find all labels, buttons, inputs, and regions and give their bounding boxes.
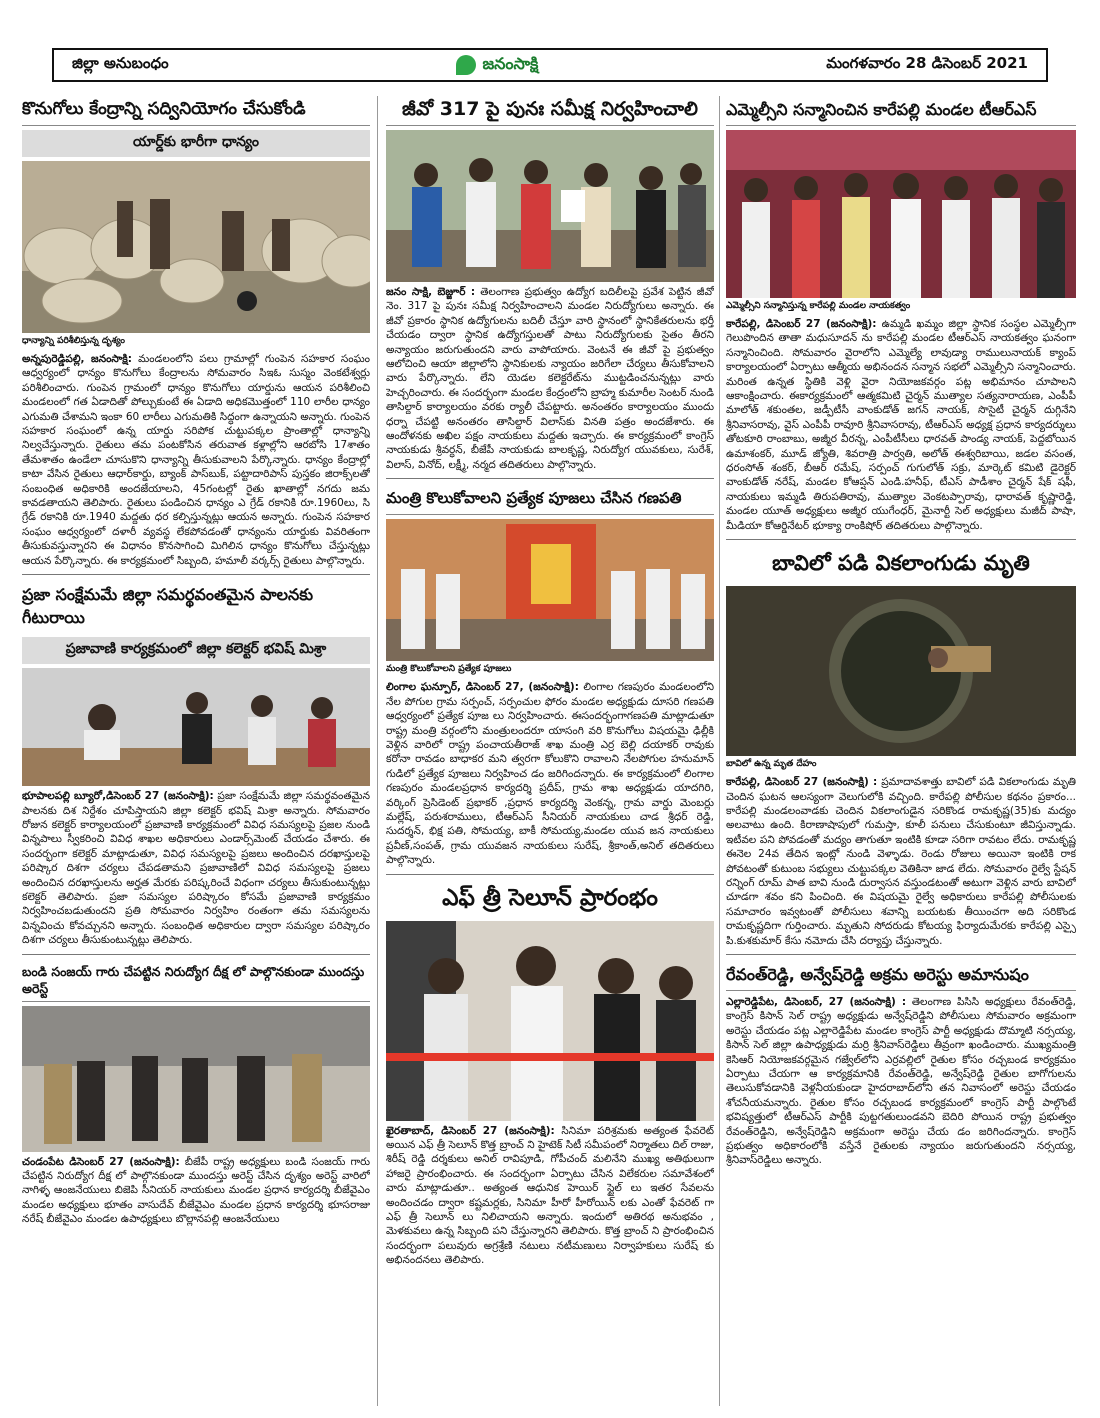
issue-date: మంగళవారం 28 డిసెంబర్ 2021 xyxy=(826,54,1028,72)
article-body xyxy=(22,352,370,568)
article-text: లింగాల గణపురం మండలంలోని నేల పోగుల గ్రామ సర్పంచ్, సర్పంచుల ఫోరం మండల అధ్యక్షుడు దూసరి గణపతి ఆధ్వర్యంలో ప్రత్యేక పూజ లు నిర్వహించారు. ఈసందర్భంగాగణపతి మాట్లాడుతూ రాష్ట్ర మంత్రి వర్గంలోని మంత్రులందరూ యాసంగి వరి కొనుగోలు విషయమై ఢిల్లీకి వెళ్లిన వారిలో రాష్ట్ర పంచాయతీరాజ్ శాఖ మంత్రి ఎర్ర బెల్లి దయాకర్ రావుకు కరోనా రావడం బాధాకర మని త్వరగా కోలుకొని రావాలని నేలపోగుల హనుమాన్ గుడిలో ప్రత్యేక పూజలు నిర్వహించ డం జరిగిందన్నారు. ఈ కార్యక్రమంలో లింగాల గణపురం మండలప్రధాన కార్యదర్శి ప్రదీప్, గ్రామ శాఖ అధ్యక్షుడు యాదగిరి, వర్కింగ్ ప్రెసిడెంట్ ప్రభాకర్ ,ప్రధాన కార్యదర్శి వెంకన్న, గ్రామ వార్డు మెంబర్లు మల్లేష్, పరుశరాములు, టీఆర్ఎస్ సీనియర్ నాయకులు చాడ శ్రీధర్ రెడ్డి, సుదర్శన్, భిక్ష పతి, సోమయ్య, బాకీ సోమయ్య,మండల యువ జన నాయకులు ప్రవీణ్,సంపత్, గ్రామ యువజన నాయకులు సురేష్, శ్రీకాంత్,అనిల్ తదితరులు పాల్గొన్నారు. xyxy=(386,681,714,867)
article-body xyxy=(22,789,370,947)
photo-caption: ధాన్యాన్ని పరిశీలిస్తున్న దృశ్యం xyxy=(22,336,125,346)
article-body xyxy=(22,1155,370,1227)
headline: ప్రజా సంక్షేమమే జిల్లా సమర్థవంతమైన పాలనకు గీటురాయి xyxy=(22,585,314,628)
article-bandi xyxy=(22,961,370,1227)
photo-grain-bags xyxy=(22,161,370,333)
headline: కొనుగోలు కేంద్రాన్ని సద్వినియోగం చేసుకోండి xyxy=(22,96,370,126)
article-body xyxy=(386,285,714,472)
article-text: సినిమా పరిశ్రమకు అత్యంత ఫేవరెట్ అయిన ఎఫ్ త్రీ సెలూన్ కొత్త బ్రాంచ్ ని హైటెక్ సిటీ సమీపంలో నిర్మాతలు దిల్ రాజు, శిరీష్ రెడ్డి దర్శకులు అనిల్ రావిపూడి, గోపీచంద్ మలినేని ముఖ్య అతిథులుగా హాజరై ప్రారంభించారు. ఈ సందర్భంగా ఏర్పాటు చేసిన విలేకరుల సమావేశంలో వారు మాట్లాడుతూ.. అత్యంత ఆధునిక హెయిర్ స్టైల్ లు ఇతర సేవలను అందించడం ద్వారా కష్టమర్లకు, సినిమా హీరో హీరోయిన్ లకు ఎంతో ఫేవరెట్ గా ఎఫ్ త్రీ సెలూన్ లు నిలిచాయని అన్నారు. ఇందులో అతిరథ అనుభవం , మెళకువలు ఉన్న సిబ్బంది పని చేస్తున్నారని తెలిపారు. కొత్త బ్రాంచ్ ని ప్రారంభించిన సందర్భంగా పలువురు అగ్రశ్రేణి నటులు నటీమణులు నిర్వాహకులు సురేష్ కు అభినందనలు తెలిపారు. xyxy=(386,1124,714,1267)
article-revanth xyxy=(726,961,1076,1168)
article-ganapathi xyxy=(386,485,714,867)
dateline: భూపాలపల్లి బ్యూరో,డిసెంబర్ 27 (జనంసాక్షి): xyxy=(22,790,214,803)
article-text: ప్రజా సంక్షేమమే జిల్లా సమర్థవంతమైన పాలనకు దిశ నిర్దేశం చూపిస్తాయని జిల్లా కలెక్టర్ భవిష్ మిశ్రా అన్నారు. సోమవారం రోజున కలెక్టర్ కార్యాలయంలో ప్రజావాణి కార్యక్రమంలో వివిధ సమస్యలపై ప్రజల నుండి విన్నపాలు స్వీకరించి వివిధ శాఖల అధికారులు ఎండార్స్‌మెంట్ చేయడం చేశారు. ఈ సందర్భంగా కలెక్టర్ మాట్లాడుతూ, వివిధ సమస్యలపై ప్రజలు అందించిన దరఖాస్తులపై పరిష్కార దిశగా చర్యలు చేపడతామని ప్రజావాణిలో వివిధ సమస్యలపై ప్రజలు అందించిన దరఖాస్తులను అర్హత మేరకు పరిష్కరించే విధంగా చర్యలు తీసుకుంటున్నట్లు కలెక్టర్ తెలిపారు. ప్రజా సమస్యల పరిష్కారం కోసమే ప్రజావాణి కార్యక్రమం నిర్వహించబడుతుందని ప్రతి సోమవారం నిర్వహిం రంతంగా తమ సమస్యలను విన్నవించు కోవచ్చునని అన్నారు. సంబంధిత అధికారుల ద్వారా సమస్యల పరిష్కారం దిశగా చర్యలు తీసుకుంటున్నట్లు తెలిపారు. xyxy=(22,790,370,947)
brand-logo xyxy=(456,54,538,77)
photo-saloon-launch xyxy=(386,921,714,1121)
divider xyxy=(386,874,714,875)
article-saloon xyxy=(386,881,714,1268)
article-body xyxy=(726,317,1076,533)
article-go317 xyxy=(386,96,714,472)
photo-well xyxy=(726,586,1076,756)
headline: మంత్రి కొలుకోవాలని ప్రత్యేక పూజలు చేసిన గణపతి xyxy=(386,485,714,515)
article-prajavani xyxy=(22,581,370,947)
article-text: తెలంగాణ పిసిసి అధ్యక్షులు రేవంత్‌రెడ్డి, కాంగ్రెస్ కిసాన్ సెల్ రాష్ట్ర అధ్యక్షుడు అన్వేష్‌రెడ్డిని పోలీసులు సోమవారం అక్రమంగా అరెస్టు చేయడం పట్ల ఎల్లారెడ్డిపేట మండల కాంగ్రెస్ పార్టీ అధ్యక్షుడు దొమ్మాటి నర్సయ్య, కిసాన్ సెల్ జిల్లా ఉపాధ్యక్షుడు మర్రి శ్రీనివాస్‌రెడ్డిలు తీవ్రంగా ఖండించారు. ముఖ్యమంత్రి కెసిఆర్ నియోజకవర్గమైన గజ్వేల్‌లోని ఎర్రవల్లిలో రైతుల కోసం రచ్చబండ కార్యక్రమం ఏర్పాటు చేయగా ఆ కార్యక్రమానికి రేవంత్‌రెడ్డి, అన్వేష్‌రెడ్డి రైతుల బాగోగులను తెలుసుకోవడానికి వెళ్లనీయకుండా హైదరాబాద్‌లోని తన నివాసంలో అరెస్టు చేయడం శోచనీయమన్నారు. రైతుల కోసం రచ్చబండ కార్యక్రమంలో కాంగ్రెస్ పార్టీ పాల్గొంటే భవిష్యత్తులో టీఆర్ఎస్ పార్టీకి పుట్టగతులుండవని బెదిరి పోయిన రాష్ట్ర ప్రభుత్వం రేవంత్‌రెడ్డిని, అన్వేష్‌రెడ్డిని అక్రమంగా అరెస్టు చేయ డం జరిగిందన్నారు. కాంగ్రెస్ ప్రభుత్వం అధికారంలోకి వస్తేనే రైతులకు న్యాయం జరుగుతుందని నర్సయ్య, శ్రీనివాస్‌రెడ్డిలు అన్నారు. xyxy=(726,995,1076,1167)
dateline: అన్నపురెడ్డిపల్లి, జనంసాక్షి: xyxy=(22,353,132,365)
article-well xyxy=(726,546,1076,948)
divider xyxy=(386,478,714,479)
subheadline: ప్రజావాణి కార్యక్రమంలో జిల్లా కలెక్టర్ భవిష్ మిశ్రా xyxy=(22,637,370,664)
article-mlc xyxy=(726,96,1076,533)
section-name: జిల్లా అనుబంధం xyxy=(72,54,169,72)
dateline: కారేపల్లి, డిసెంబర్ 27 (జనంసాక్షి): xyxy=(726,318,877,330)
photo-caption: మంత్రి కొలుకోవాలని ప్రత్యేక పూజలు xyxy=(386,664,512,675)
dateline: చండంపేట డిసెంబర్ 27 (జనంసాక్షి): xyxy=(22,1155,180,1168)
article-body xyxy=(386,1124,714,1268)
subheadline: యార్డ్‌కు భారీగా ధాన్యం xyxy=(22,130,370,157)
article-text: ఉమ్మడి ఖమ్మం జిల్లా స్థానిక సంస్థల ఎమ్మెల్సీగా గెలుపొందిన తాతా మధుసూదన్ ను కారేపల్లి మండల టీఆర్ఎస్ నాయకత్వం ఘనంగా సన్మానించింది. సోమవారం వైరాలోని ఎమ్మెల్యే లావుడ్యా రాములునాయక్ క్యాంప్ కార్యాలయంలో ఏర్పాటు ఆత్మీయ అభినందన సన్మాన సభలో ఎమ్మెల్సీని సన్మానించారు. మరింత ఉన్నత స్థితికి వెళ్లి వైరా నియోజకవర్గం పట్ల అభిమానం చూపాలని ఆకాంక్షించారు. ఈకార్యక్రమంలో ఆత్మకమిటి చైర్మన్ ముత్యాల సత్యనారాయణ, ఎంపీపీ మాలోత్ శకుంతల, జడ్పీటీసీ వాంకుడోత్ జగన్ నాయక్, సొసైటీ చైర్మన్ దుగ్గినేని శ్రీనివాసరావు, వైస్ ఎంపీపీ రావూరి శ్రీనివాసరావు, టీఆర్ఎస్ అధ్యక్ష ప్రధాన కార్యదర్శులు తోటకూరి రాంబాబు, అజ్మీర వీరన్న, ఎంపీటీసీలు ధారవత్ పాండ్య నాయక్, పెద్దబోయిన ఉమాశంకర్, మూడ్ జ్యోతి, శివరాత్రి పార్వతి, అలోత్ ఈశ్వరిబాయి, జడల వసంత, ధరంసోత్ శంకర్, బీఆర్ రమేష్, సర్పంచ్ గుగులోత్ సక్రు, మార్కెట్ కమిటి డైరెక్టర్ వాంకుడోత్ నరేష్, మండల కోఆప్షన్ ఎండి.హనీఫ్, టీఎస్ పాడీశాం చైర్మన్ షేక్ షఫీ, నాయకులు ఇమ్మడి తిరుపతిరావు, ముత్యాల వెంకటప్పారావు, ధారావత్ కృష్ణారెడ్డి, మండల యూత్ అధ్యక్షులు అజ్మీర యుగేంధర్, మైనార్టీ సెల్ అధ్యక్షులు మజీద్ పాషా, మీడియా కోఆర్డినేటర్ భూక్యా రాంకిషోర్ తదితరులు పాల్గొన్నారు. xyxy=(726,318,1076,532)
headline: జీవో 317 పై పునః సమీక్ష నిర్వహించాలి xyxy=(386,96,714,126)
article-text: తెలంగాణ ప్రభుత్వం ఉద్యోగ బదిలీలపై ప్రవేశ పెట్టిన జీవో నెం. 317 పై పునః సమీక్ష నిర్వహించాలని మండల నిరుద్యోగులు అన్నారు. ఈ జీవో ప్రకారం స్థానిక ఉద్యోగులను బదిలీ చేస్తూ వారి స్థానంలో స్థానికేతరులను భర్తీ చేయడం ద్వారా స్థానిక ఉద్యోగస్తులతో పాటు నిరుద్యోగులకు సైతం తీరని అన్యాయం జరుగుతుందని వారు వాపోయారు. వెంటనే ఈ జీవో పై ప్రభుత్వం ఆలోచించి ఆయా జిల్లాలోని స్థానికులకు న్యాయం జరిగేలా చేర్యలు తీసుకోవాలని వారు పేర్కొన్నారు. లేని యెడల కలెక్టరేట్‌ను ముట్టడించనున్నట్లు వారు హెచ్చరించారు. ఈ సందర్భంగా మండల కేంద్రంలోని బ్రాహ్మ కుమారీల సెంటర్ నుండి తాసిల్దార్ కార్యాలయం వరకు ర్యాలీ చేపట్టారు. అనంతరం కార్యాలయం ముందు ధర్నా చేపట్టి అనంతరం తాసిల్దార్ విలాస్‌కు వినతి పత్రం అందజేశారు. ఈ ఆందోళనకు అఖిల పక్షం నాయకులు మద్దతు ఇచ్చారు. ఈ కార్యక్రమంలో కాంగ్రెస్ నాయకుడు శ్రీవర్ధన్, బీజేపీ నాయకుడు బాలకృష్ణ, నిరుద్యోగ యువకులు, సురేశ్, విలాస్, వినోద్, లక్ష్మీ, నర్మద తదితరులు పాల్గొన్నారు. xyxy=(386,286,714,471)
dateline: ఖైరతాబాద్, డిసెంబర్ 27 (జనంసాక్షి): xyxy=(386,1124,555,1137)
dateline: లింగాల ఘన్పూర్, డిసెంబర్ 27, (జనంసాక్షి): xyxy=(386,681,579,694)
column-3 xyxy=(726,96,1076,1411)
article-grain xyxy=(22,96,370,568)
headline: బండి సంజయ్ గారు చేపట్టిన నిరుద్యోగ దీక్ష లో పాల్గొనకుండా ముందస్తు అరెస్ట్ xyxy=(22,961,370,1002)
brand-name: జనంసాక్షి xyxy=(482,53,539,73)
photo-caption: బావిలో ఉన్న మృత దేహం xyxy=(726,759,817,770)
photo-caption: ఎమ్మెల్సీని సన్మానిస్తున్న కారేపల్లి మండల నాయకత్వం xyxy=(726,301,911,311)
divider xyxy=(22,954,370,955)
column-1 xyxy=(22,96,370,1411)
dateline: జనం సాక్షి, బెజ్జూర్ : xyxy=(386,286,476,298)
headline: ఎమ్మెల్సీని సన్మానించిన కారేపల్లి మండల టీఆర్ఎస్ xyxy=(726,96,1076,126)
leaf-icon xyxy=(456,55,476,75)
divider xyxy=(726,954,1076,955)
photo-arrest xyxy=(22,1006,370,1152)
masthead xyxy=(52,48,1048,82)
photo-pooja xyxy=(386,519,714,661)
column-rule xyxy=(719,96,720,1406)
dateline: కారేపల్లి, డిసెంబర్ 27 (జనంసాక్షి) : xyxy=(726,776,878,789)
article-body xyxy=(386,680,714,867)
photo-mlc-felicitation xyxy=(726,130,1076,298)
article-text: మండలంలోని పలు గ్రామాల్లో గుంపెన సహకార సంఘం ఆధ్వర్యంలో ధాన్యం కొనుగోలు కేంద్రాలను సోమవారం సిఇఓ సుస్మం వెంకటేశ్వర్లు పరిశీలించారు. గుంపెన గ్రామంలో ధాన్యం కొనుగోలు యార్డును ఆయన పరిశీలించి మండలంలో గత ఏడాదితో పోల్చుకుంటే ఈ ఏడాది అధికమొత్తంలో 110 లారీల ధాన్యం ఎగుమతి చేశామని ఇంకా 60 లారీలు ఎగుమతికి సిద్ధంగా ఉన్నాయని అన్నారు. గుంపెన సహకార సంఘంలో ఉన్న యార్డు సరిపోక చుట్టుపక్కల ప్రాంతాల్లో ధాన్యాన్ని నిల్వచేస్తున్నారు. రైతులు తమ పంటకోసిన తరువాత కళ్లాల్లోని ఆరబోసి 17శాతం తేమశాతం ఉండేలా చూసుకొని ధాన్యాన్ని తీసుకువాలని పేర్కొన్నారు. ధాన్యం కేంద్రాల్లో కాటా వేసిన రైతులు ఆధార్‌కార్డు, బ్యాంక్ పాస్‌బుక్, పట్టాదారిపాస్ పుస్తకం జిరాక్స్‌లతో సంబంధిత అధికారికి అందజేయాలని, 45గంటల్లో రైతు ఖాతాల్లో నగదు జమ కావడతాయని తెలిపారు. రైతులు పండించిన ధాన్యం ఎ గ్రేడ్ రకానికి రూ.1960లు, సి గ్రేడ్ రకానికి రూ.1940 మద్దతు ధర కల్పిస్తున్నట్లు ఆయన అన్నారు. గుంపెన సహకార సంఘం ఆధ్వర్యంలో దళారీ వ్యవస్థ లేకపోవడంతో ధాన్యంను యార్డుకు వివరితంగా తీసుకువస్తున్నారని ఈ విధానం కొనసాగించి మిగిలిన ధాన్యం కొనుగోలు చేస్తున్నట్లు ఆయన పేర్కొన్నారు. ఈ కార్యక్రమంలో సిబ్బంది, హమాలీ వర్కర్స్ రైతులు పాల్గొన్నారు. xyxy=(22,353,370,567)
photo-prajavani xyxy=(22,668,370,786)
article-body xyxy=(726,995,1076,1168)
divider xyxy=(726,539,1076,540)
divider xyxy=(22,574,370,575)
article-body xyxy=(726,775,1076,948)
article-text: ప్రమాదావశాత్తు బావిలో పడి వికలాంగుడు మృతి చెందిన ఘటన ఆలస్యంగా వెలుగులోకి వచ్చింది. కారేపల్లి పోలీసుల కథనం ప్రకారం... కారేపల్లి మండలంవాడకు చెందిన వికలాంగుడైన సరికొండ రామకృష్ణ(35)కు మద్యం అలవాటు ఉంది. కిరాణాషాపులో గుమస్తా, కూలీ పనులు చేసుకుంటూ జీవిస్తున్నాడు. ఇటీవల పని పోవడంతో మద్యం తాగుతూ ఇంటికి కూడా సరిగా రావటం లేదు. రామకృష్ణ ఈనెల 24వ తేదిన ఇంట్లో నుండి వెళ్ళాడు. రెండు రోజులు అయినా ఇంటికి రాక పోవటంతో కుటుంబ సభ్యులు చుట్టుపక్కల వెతికినా జాడ లేదు. సోమవారం రైల్వే స్టేషన్ రన్నింగ్ రూమ్ పాత బావి నుండి దుర్వాసన వస్తుండటంతో అటుగా వెళ్లిన వారు బావిలో చూడగా శవం కని పించింది. ఈ విషయమై రైల్వే అధికారులు కారేపల్లి పోలీసులకు సమాచారం ఇవ్వటంతో పోలీసులు శవాన్ని బయటకు తీయించగా అది సరికొండ రామకృష్ణదిగా గుర్తించారు. మృతుని సోదరుడు కోటయ్య ఫిర్యాదుమేరకు కారేపల్లి ఎస్సై పి.కుశకుమార్ కేసు నమోదు చేసి దర్యాప్తు చేస్తున్నారు. xyxy=(726,776,1076,947)
article-text: బీజేపీ రాష్ట్ర అధ్యక్షులు బండి సంజయ్ గారు చేపట్టిన నిరుద్యోగ దీక్ష లో పాల్గొనకుండా ముందస్తు అరెస్ట్ చేసిన దృశ్యం అరెస్ట్ వారిలో నాగిళ్ళ ఆంజనేయులు బిజెపి సీనియర్ నాయకులు మండల ప్రధాన కార్యదర్శి బీజేవైఎం మండల అధ్యక్షులు భూతం వాసుదేవ్ బీజేవైఎం మండల ప్రధాన కార్యదర్శి భూసరాజు నరేష్ బీజేవైఎం మండల ఉపాధ్యక్షులు బొల్లానపల్లి ఆంజనేయులు xyxy=(22,1155,370,1226)
photo-go317 xyxy=(386,130,714,282)
dateline: ఎల్లారెడ్డిపేట, డిసెంబర్, 27 (జనంసాక్షి) : xyxy=(726,995,907,1008)
column-rule xyxy=(377,96,378,1406)
column-2 xyxy=(386,96,714,1411)
headline: బావిలో పడి వికలాంగుడు మృతి xyxy=(772,551,1030,576)
headline: ఎఫ్ త్రీ సెలూన్ ప్రారంభం xyxy=(442,884,658,911)
headline: రేవంత్‌రెడ్డి, అన్వేష్‌రెడ్డి అక్రమ అరెస్టు అమానుషం xyxy=(726,961,1076,991)
